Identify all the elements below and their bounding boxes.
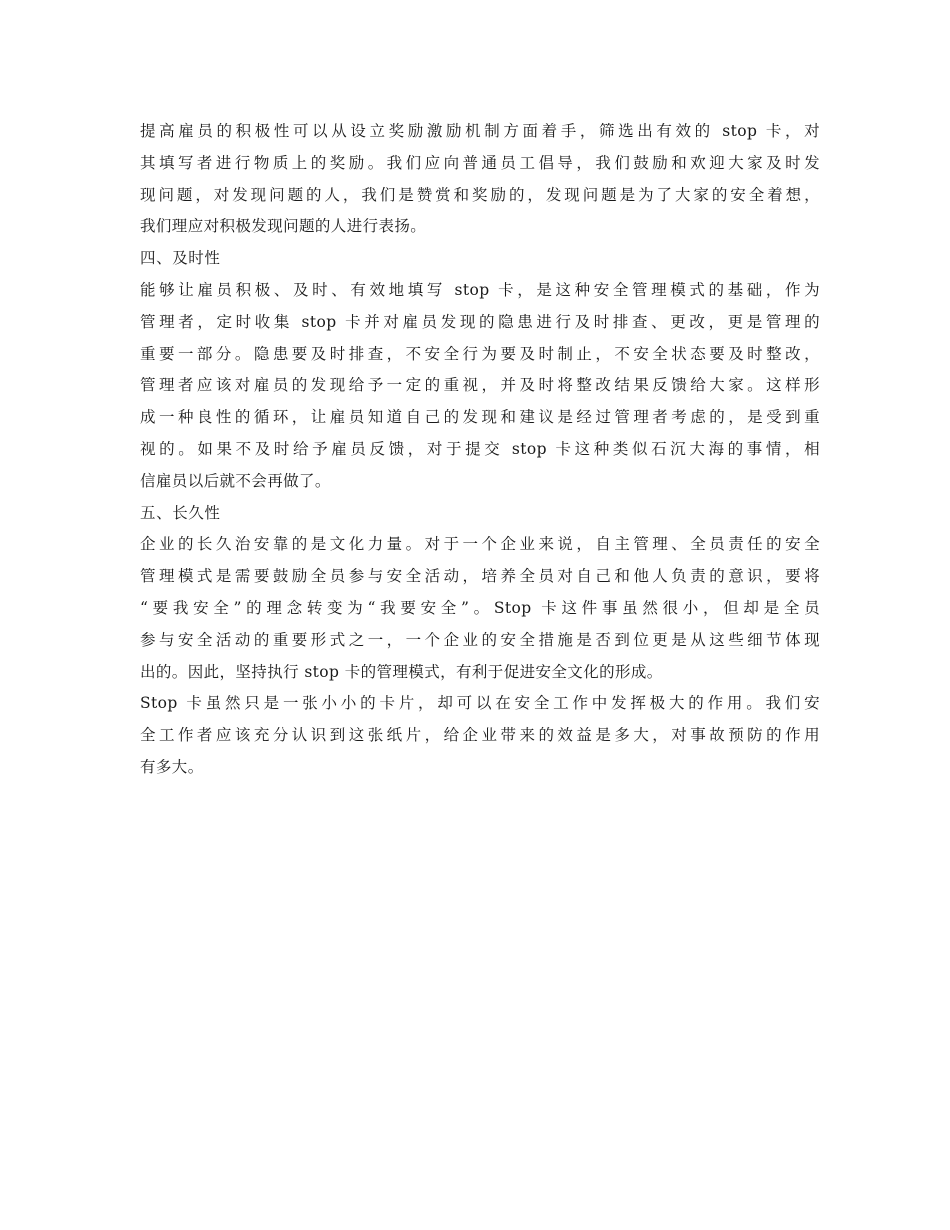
paragraph-line: 企业的长久治安靠的是文化力量。对于一个企业来说，自主管理、全员责任的安全 [140, 535, 820, 554]
paragraph-line: 视的。如果不及时给予雇员反馈，对于提交 stop 卡这种类似石沉大海的事情，相 [140, 439, 820, 458]
paragraph-line: 有多大。 [140, 757, 204, 776]
paragraph-line: 成一种良性的循环，让雇员知道自己的发现和建议是经过管理者考虑的，是受到重 [140, 408, 820, 427]
paragraph-line: 管理模式是需要鼓励全员参与安全活动，培养全员对自己和他人负责的意识，要将 [140, 567, 820, 586]
section-heading-timeliness: 四、及时性 [140, 249, 221, 268]
paragraph-line: 全工作者应该充分认识到这张纸片，给企业带来的效益是多大，对事故预防的作用 [140, 726, 820, 745]
paragraph-line: Stop 卡虽然只是一张小小的卡片，却可以在安全工作中发挥极大的作用。我们安 [140, 694, 820, 713]
paragraph-line: 能够让雇员积极、及时、有效地填写 stop 卡，是这种安全管理模式的基础，作为 [140, 280, 820, 299]
paragraph-line: 出的。因此，坚持执行 stop 卡的管理模式，有利于促进安全文化的形成。 [140, 662, 663, 681]
paragraph-line: 其填写者进行物质上的奖励。我们应向普通员工倡导，我们鼓励和欢迎大家及时发 [140, 153, 820, 172]
paragraph-line: 管理者应该对雇员的发现给予一定的重视，并及时将整改结果反馈给大家。这样形 [140, 376, 820, 395]
paragraph-line: 管理者，定时收集 stop 卡并对雇员发现的隐患进行及时排查、更改，更是管理的 [140, 312, 820, 331]
paragraph-line: 重要一部分。隐患要及时排查，不安全行为要及时制止，不安全状态要及时整改， [140, 344, 820, 363]
paragraph-line: 现问题，对发现问题的人，我们是赞赏和奖励的，发现问题是为了大家的安全着想， [140, 185, 820, 204]
document-body [140, 116, 820, 784]
paragraph-line: 参与安全活动的重要形式之一，一个企业的安全措施是否到位更是从这些细节体现 [140, 630, 820, 649]
paragraph-line: 我们理应对积极发现问题的人进行表扬。 [140, 217, 427, 236]
paragraph-line: 提高雇员的积极性可以从设立奖励激励机制方面着手，筛选出有效的 stop 卡，对 [140, 122, 820, 140]
section-heading-longevity: 五、长久性 [140, 503, 221, 522]
paragraph-line: 信雇员以后就不会再做了。 [140, 471, 331, 490]
paragraph-line: “要我安全”的理念转变为“我要安全”。Stop 卡这件事虽然很小，但却是全员 [140, 598, 820, 617]
